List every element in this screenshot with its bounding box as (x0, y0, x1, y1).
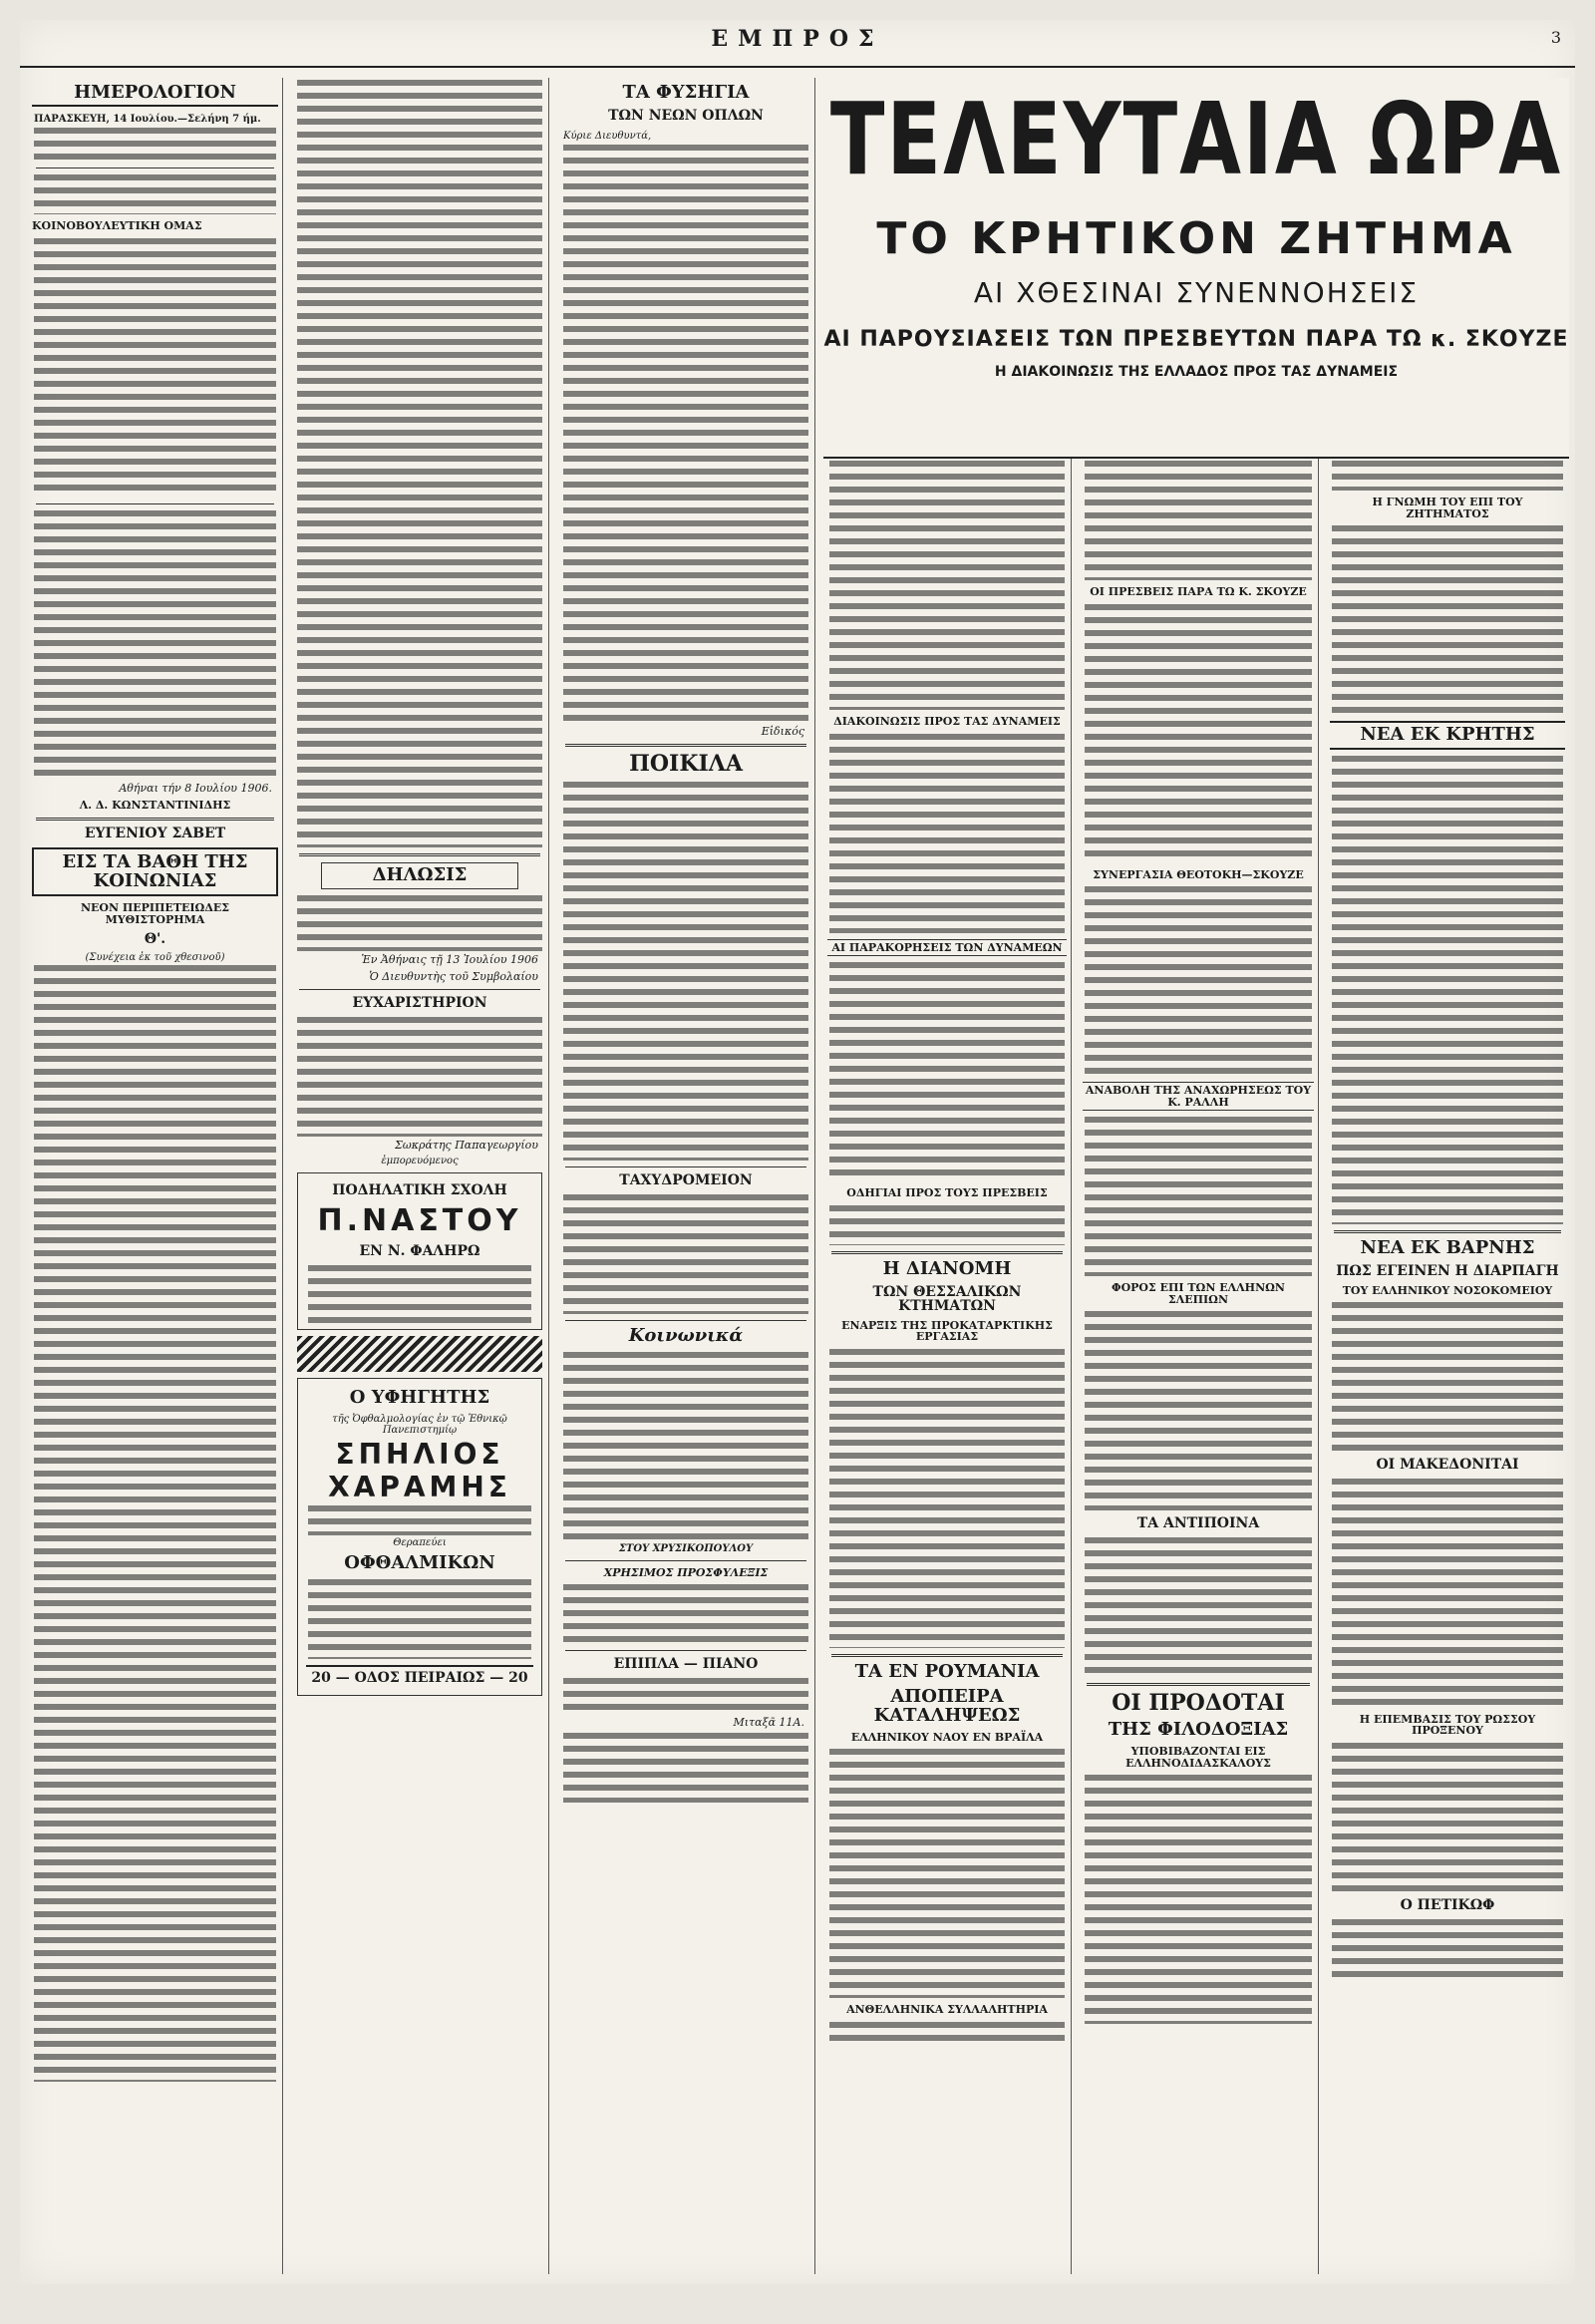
divider (565, 1650, 806, 1651)
cartridges-greeting: Κύριε Διευθυντά, (563, 130, 652, 142)
distribution-subheading: ΤΩΝ ΘΕΣΣΑΛΙΚΩΝ ΚΤΗΜΑΤΩΝ (872, 1283, 1022, 1315)
article-body (1085, 886, 1312, 1076)
social-body (563, 1352, 808, 1541)
communication-heading: ΔΙΑΚΟΙΝΩΣΙΣ ΠΡΟΣ ΤΑΣ ΔΥΝΑΜΕΙΣ (833, 715, 1061, 728)
school-top: ΠΟΔΗΛΑΤΙΚΗ ΣΧΟΛΗ (332, 1181, 507, 1198)
newspaper-page (20, 20, 1575, 2284)
remarks-heading: ΑΙ ΠΑΡΑΚΟΡΗΣΕΙΣ ΤΩΝ ΔΥΝΑΜΕΩΝ (827, 939, 1067, 957)
thanks-heading: ΕΥΧΑΡΙΣΤΗΡΙΟΝ (352, 994, 487, 1011)
text-block (34, 174, 276, 214)
doctor-name-1: ΣΠΗΛΙΟΣ (335, 1437, 504, 1471)
article-body (1332, 1743, 1563, 1892)
furniture-address: Μιταξᾶ 11Α. (733, 1715, 804, 1729)
doctor-disease: ΟΦΘΑΛΜΙΚΩΝ (344, 1551, 495, 1573)
column-2 (291, 78, 549, 2274)
romania-subheading-2: ΕΛΛΗΝΙΚΟΥ ΝΑΟΥ ΕΝ ΒΡΑΪΛΑ (850, 1730, 1044, 1744)
cartridges-body (563, 145, 808, 723)
newspaper-name: ΕΜΠΡΟΣ (711, 26, 884, 52)
banner-consultations: ΑΙ ΧΘΕΣΙΝΑΙ ΣΥΝΕΝΝΟΗΣΕΙΣ (973, 276, 1420, 309)
date-sign: Αθήναι τήν 8 Ιουλίου 1906. (119, 781, 272, 795)
doctor-line: τῆς Ὀφθαλμολογίας ἐν τῷ Ἐθνικῷ Πανεπιστημίῳ (332, 1413, 507, 1436)
distribution-heading: Η ΔΙΑΝΟΜΗ (882, 1257, 1012, 1279)
romania-subheading: ΑΠΟΠΕΙΡΑ ΚΑΤΑΛΗΨΕΩΣ (873, 1685, 1021, 1726)
romania-heading: ΤΑ ΕΝ ΡΟΥΜΑΝΙΑ (854, 1661, 1040, 1682)
column-4 (823, 459, 1072, 2274)
serial-body (34, 965, 276, 2082)
article-body (829, 461, 1065, 710)
serial-title: ΕΙΣ ΤΑ ΒΑΘΗ ΤΗΣ ΚΟΙΝΩΝΙΑΣ (32, 847, 278, 897)
school-body (308, 1265, 531, 1323)
serial-author: ΕΥΓΕΝΙΟΥ ΣΑΒΕΤ (84, 825, 226, 841)
divider (565, 744, 806, 747)
divider (831, 1654, 1063, 1657)
shop-label: ΣΤΟΥ ΧΡΥΣΙΚΟΠΟΥΛΟΥ (618, 1542, 754, 1554)
misc-heading: ΠΟΙΚΙΛΑ (629, 751, 743, 778)
consul-heading: Η ΕΠΕΜΒΑΣΙΣ ΤΟΥ ΡΩΣΣΟΥ ΠΡΟΞΕΝΟΥ (1359, 1712, 1536, 1738)
serial-part: Θ'. (144, 930, 166, 947)
article-body (1332, 461, 1563, 491)
doctor-ad (297, 1378, 542, 1696)
article-body (829, 734, 1065, 933)
school-ad (297, 1172, 542, 1330)
ambassadors-heading: ΟΙ ΠΡΕΣΒΕΙΣ ΠΑΡΑ ΤΩ Κ. ΣΚΟΥΖΕ (1090, 585, 1307, 598)
furniture-body (563, 1678, 808, 1714)
banner-ambassadors: ΑΙ ΠΑΡΟΥΣΙΑΣΕΙΣ ΤΩΝ ΠΡΕΣΒΕΥΤΩΝ ΠΑΡΑ ΤΩ κ. ΣΚΟΥΖΕ (823, 327, 1569, 352)
divider (565, 1320, 806, 1321)
article-body (34, 510, 276, 780)
doctor-body (308, 1505, 531, 1535)
article-body (829, 962, 1065, 1181)
instructions-heading: ΟΔΗΓΙΑΙ ΠΡΟΣ ΤΟΥΣ ΠΡΕΣΒΕΙΣ (846, 1186, 1048, 1200)
declarations-sign: Ὁ Διευθυντὴς τοῦ Συμβολαίου (369, 969, 538, 983)
doctor-intro: Ο ΥΦΗΓΗΤΗΣ (349, 1386, 490, 1408)
party-title: ΚΟΙΝΟΒΟΥΛΕΥΤΙΚΗ ΟΜΑΣ (32, 219, 202, 233)
tax-heading: ΦΟΡΟΣ ΕΠΙ ΤΩΝ ΕΛΛΗΝΩΝ ΣΛΕΠΙΩΝ (1112, 1281, 1285, 1306)
cooperation-heading: ΣΥΝΕΡΓΑΣΙΑ ΘΕΟΤΟΚΗ—ΣΚΟΥΖΕ (1093, 867, 1304, 881)
banner-cretan-question: ΤΟ ΚΡΗΤΙΚΟΝ ΖΗΤΗΜΑ (876, 213, 1516, 264)
post-body (563, 1194, 808, 1314)
social-heading: Κοινωνικά (628, 1324, 744, 1346)
divider (299, 853, 540, 856)
school-name: Π.ΝΑΣΤΟΥ (317, 1203, 522, 1239)
article-body (1332, 525, 1563, 715)
doctor-body (308, 1579, 531, 1659)
declarations-body (297, 895, 542, 951)
divider (36, 167, 274, 168)
calendar-date: ΠΑΡΑΣΚΕΥΗ, 14 Ιουλίου.—Σελήνη 7 ήμ. (34, 113, 261, 125)
postponement-heading: ΑΝΑΒΟΛΗ ΤΗΣ ΑΝΑΧΩΡΗΣΕΩΣ ΤΟΥ Κ. ΡΑΛΛΗ (1083, 1082, 1314, 1111)
article-body (1332, 1302, 1563, 1452)
divider (36, 818, 274, 821)
column-5 (1079, 459, 1319, 2274)
decorative-band (297, 1336, 542, 1372)
school-place: ΕΝ Ν. ΦΑΛΗΡΩ (359, 1243, 480, 1260)
masthead (20, 20, 1575, 68)
column-1 (28, 78, 283, 2274)
article-body (1085, 461, 1312, 580)
article-body (1085, 1775, 1312, 2024)
article-body (34, 238, 276, 498)
post-heading: ΤΑΧΥΔΡΟΜΕΙΟΝ (619, 1172, 753, 1189)
opinion-heading: Η ΓΝΩΜΗ ΤΟΥ ΕΠΙ ΤΟΥ ΖΗΤΗΜΑΤΟΣ (1372, 496, 1523, 520)
demoted-heading: ΥΠΟΒΙΒΑΖΟΝΤΑΙ ΕΙΣ ΕΛΛΗΝΟΔΙΔΑΣΚΑΛΟΥΣ (1125, 1744, 1271, 1770)
useful-body (563, 1584, 808, 1644)
article-body (1332, 1479, 1563, 1708)
divider (565, 1560, 806, 1561)
article-body (1085, 604, 1312, 863)
page-number: 3 (1550, 28, 1561, 47)
distribution-subheading-2: ΕΝΑΡΞΙΣ ΤΗΣ ΠΡΟΚΑΤΑΡΚΤΙΚΗΣ ΕΡΓΑΣΙΑΣ (841, 1318, 1053, 1344)
traitors-heading: ΟΙ ΠΡΟΔΟΤΑΙ (1112, 1689, 1285, 1716)
thanks-signature: Σωκράτης Παπαγεωργίου (395, 1138, 538, 1152)
cartridges-signature: Εἰδικός (761, 725, 804, 739)
varna-news-heading: ΝΕΑ ΕΚ ΒΑΡΝΗΣ (1360, 1236, 1535, 1258)
hospital-heading: ΤΟΥ ΕΛΛΗΝΙΚΟΥ ΝΟΣΟΚΟΜΕΙΟΥ (1342, 1283, 1553, 1297)
divider (36, 503, 274, 504)
article-body (829, 1205, 1065, 1245)
article-body (1085, 1537, 1312, 1677)
doctor-address: 20 — ΟΔΟΣ ΠΕΙΡΑΙΩΣ — 20 (306, 1665, 533, 1686)
article-body (1085, 1311, 1312, 1510)
distribution-body (829, 1349, 1065, 1648)
article-body (1085, 1117, 1312, 1276)
cartridges-heading: ΤΑ ΦΥΣΗΓΙΑ (622, 82, 750, 103)
banner-communication: Η ΔΙΑΚΟΙΝΩΣΙΣ ΤΗΣ ΕΛΛΑΔΟΣ ΠΡΟΣ ΤΑΣ ΔΥΝΑΜΕΙΣ (994, 364, 1399, 380)
useful-heading: ΧΡΗΣΙΜΟΣ ΠΡΟΣΦΥΛΕΞΙΣ (603, 1565, 769, 1579)
banner-last-hour: ΤΕΛΕΥΤΑΙΑ ΩΡΑ (829, 81, 1563, 197)
divider (831, 1251, 1063, 1254)
text-block (34, 128, 276, 162)
romania-body (829, 1749, 1065, 1998)
divider (1087, 1683, 1310, 1686)
ambition-heading: ΤΗΣ ΦΙΛΟΔΟΞΙΑΣ (1108, 1719, 1289, 1741)
serial-continuation (297, 80, 542, 847)
article-body (1332, 756, 1563, 1224)
anti-greek-heading: ΑΝΘΕΛΛΗΝΙΚΑ ΣΥΛΛΑΛΗΤΗΡΙΑ (846, 2003, 1048, 2017)
divider (565, 1166, 806, 1167)
article-body (1332, 1919, 1563, 1979)
thanks-body (297, 1017, 542, 1137)
furniture-heading: ΕΠΙΠΛΑ — ΠΙΑΝΟ (613, 1656, 759, 1673)
retaliation-heading: ΤΑ ΑΝΤΙΠΟΙΝΑ (1136, 1515, 1260, 1532)
doctor-name-2: ΧΑΡΑΜΗΣ (328, 1470, 511, 1503)
serial-continued: (Συνέχεια ἐκ τοῦ χθεσινοῦ) (85, 952, 225, 964)
crete-news-heading: ΝΕΑ ΕΚ ΚΡΗΤΗΣ (1330, 721, 1565, 750)
declarations-heading: ΔΗΛΩΣΙΣ (321, 862, 518, 889)
romania-body (829, 2022, 1065, 2042)
misc-body (563, 782, 808, 1161)
headline-banner (823, 78, 1569, 459)
serial-subtitle: ΝΕΟΝ ΠΕΡΙΠΕΤΕΙΩΔΕΣ ΜΥΘΙΣΤΟΡΗΜΑ (80, 901, 230, 926)
divider (299, 989, 540, 990)
signature: Λ. Δ. ΚΩΝΣΤΑΝΤΙΝΙΔΗΣ (79, 798, 231, 812)
classified-body (563, 1733, 808, 1803)
cartridges-subheading: ΤΩΝ ΝΕΩΝ ΟΠΛΩΝ (608, 107, 764, 124)
column-6 (1326, 459, 1569, 2274)
column-3 (557, 78, 815, 2274)
macedonians-heading: ΟΙ ΜΑΚΕΔΟΝΙΤΑΙ (1376, 1457, 1519, 1474)
divider (1334, 1230, 1561, 1233)
declarations-date: Ἐν Ἀθήναις τῇ 13 Ἰουλίου 1906 (361, 952, 538, 966)
petikof-heading: Ο ΠΕΤΙΚΩΦ (1400, 1896, 1495, 1913)
calendar-heading: ΗΜΕΡΟΛΟΓΙΟΝ (32, 84, 278, 107)
doctor-treats: Θεραπεύει (393, 1536, 447, 1548)
thanks-signature-role: ἐμπορευόμενος (381, 1155, 459, 1166)
plunder-heading: ΠΩΣ ΕΓΕΙΝΕΝ Η ΔΙΑΡΠΑΓΗ (1336, 1262, 1559, 1279)
